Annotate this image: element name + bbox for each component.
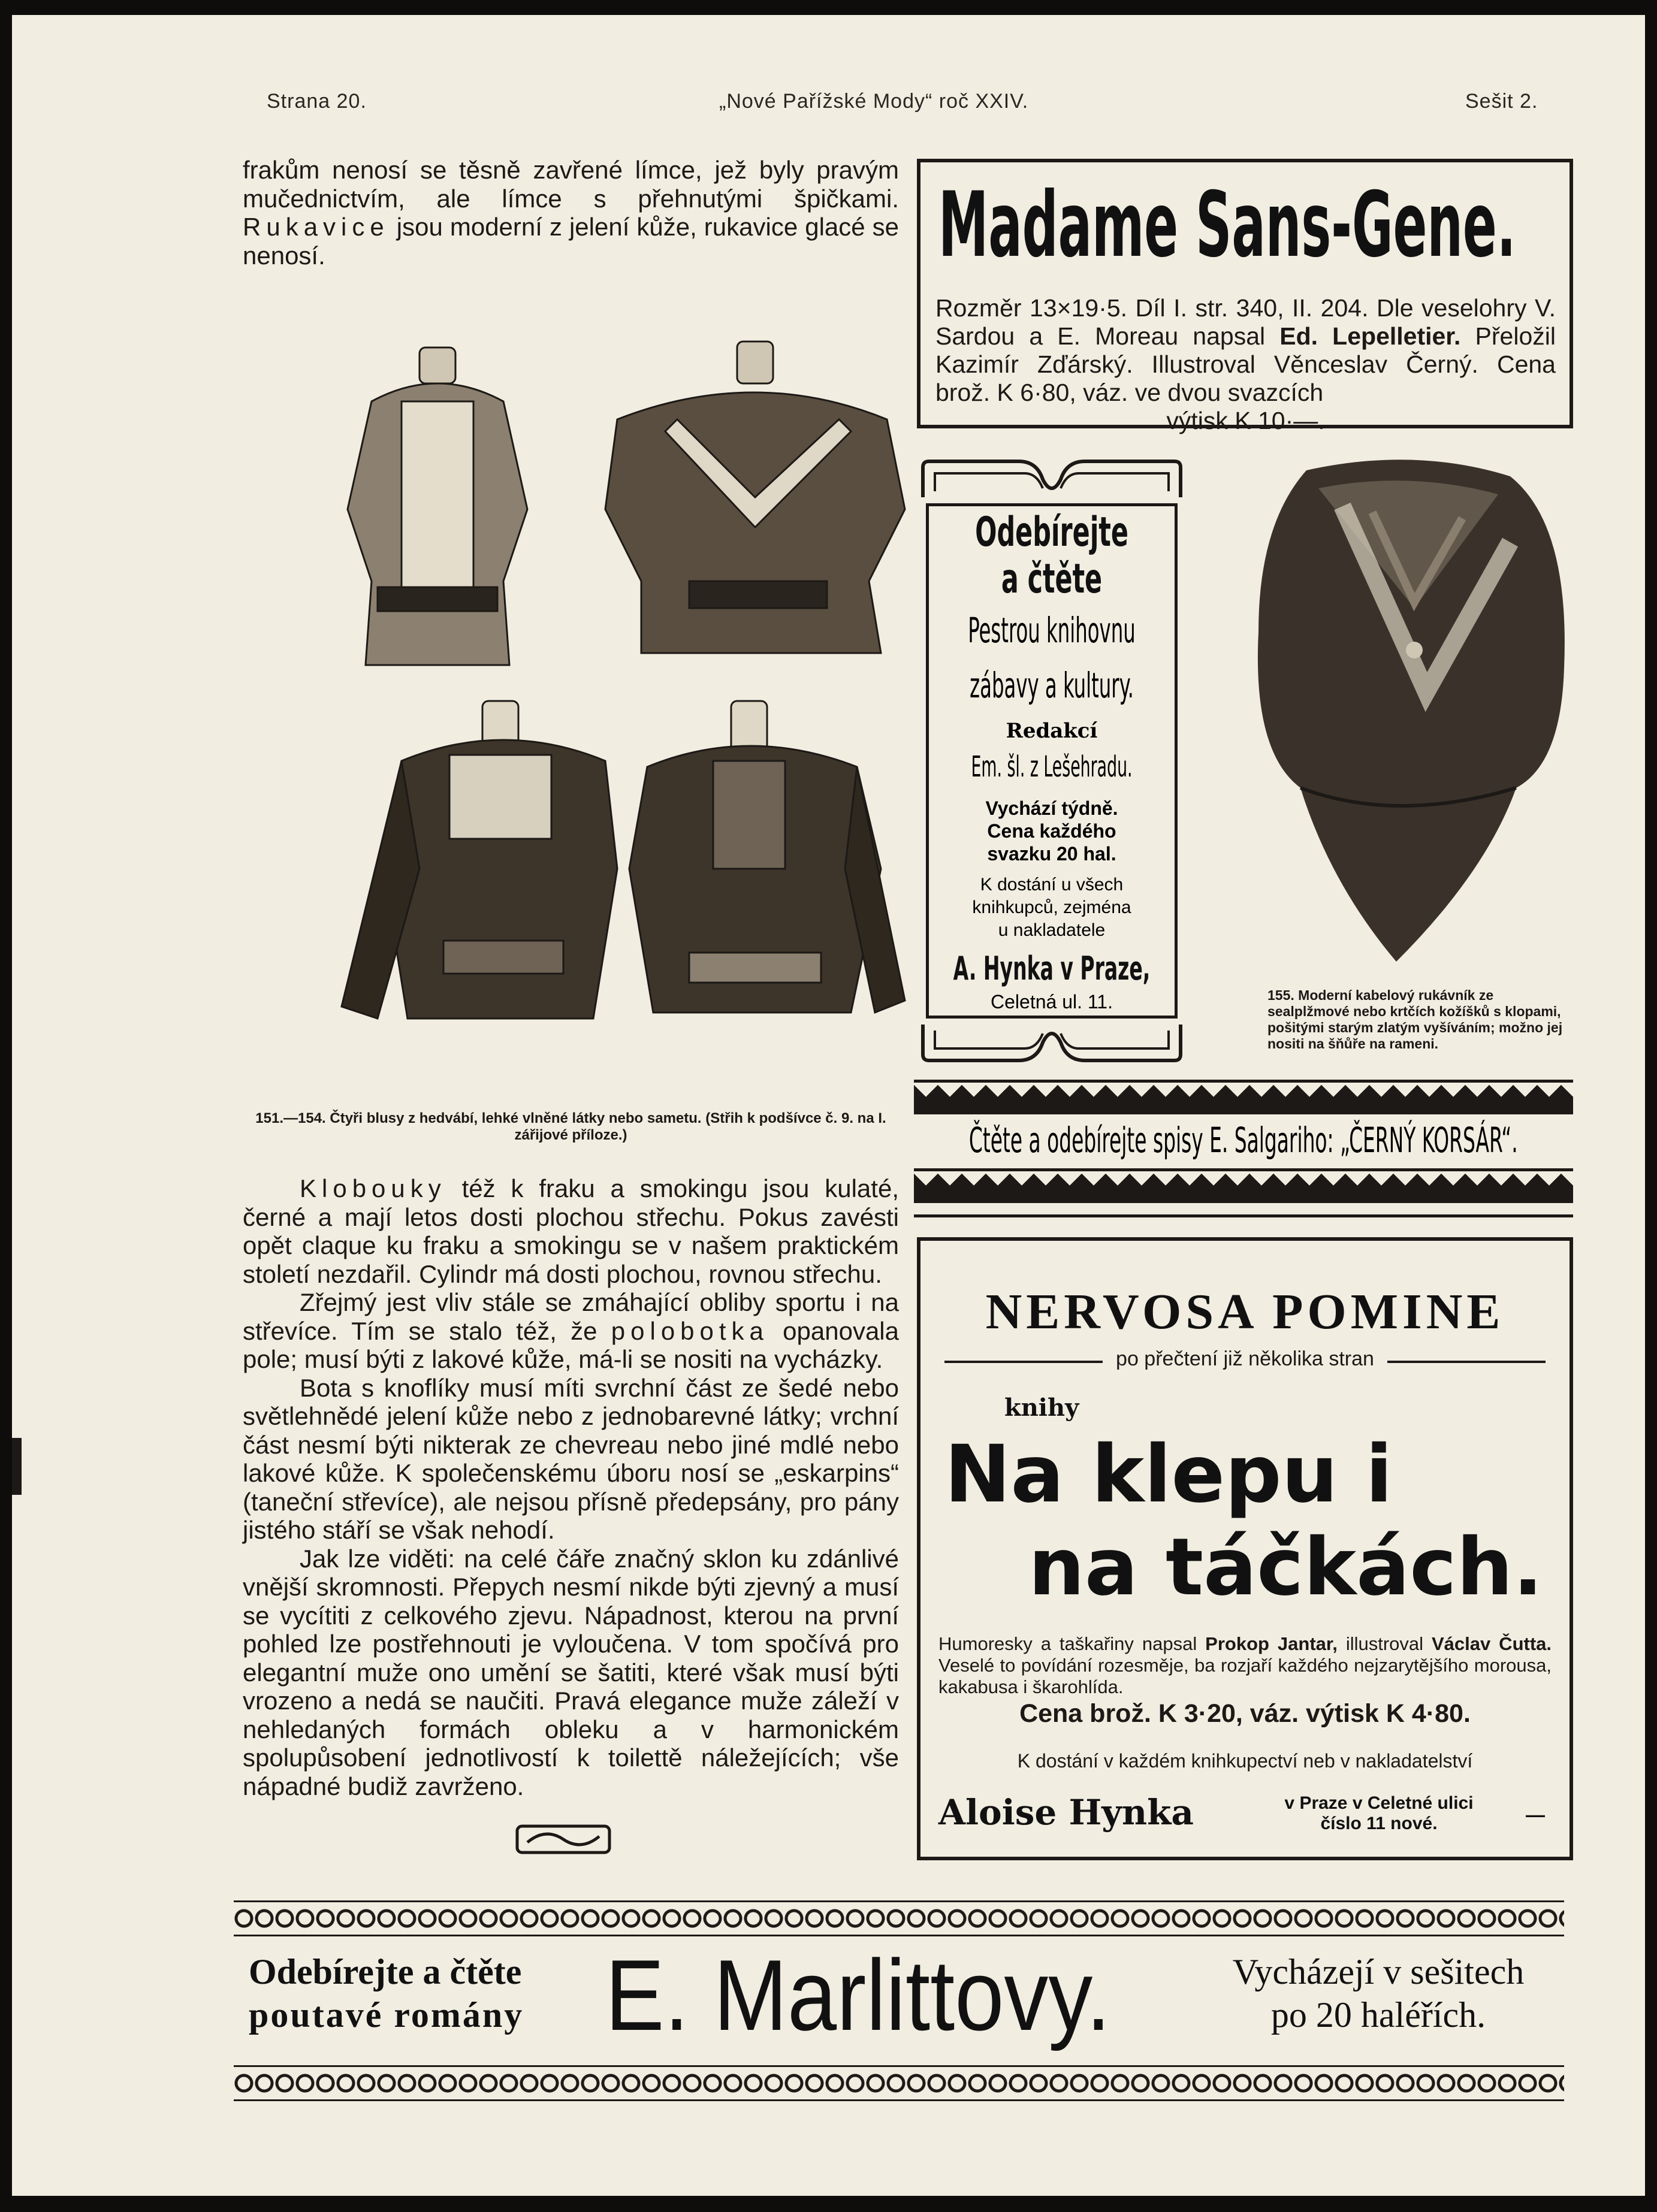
- end-ornament: [515, 1824, 611, 1854]
- intro-paragraph: frakům nenosí se těsně zavřené límce, jež byly pravým mučednictvím, ale límce s přehnutými špičkami. Rukavice jsou moderní z jelení kůže, rukavice glacé se nenosí.: [243, 156, 899, 270]
- fur-muff-caption: 155. Moderní kabelový rukávník ze sealplžmové nebo krtčích kožíšků s klopami, pošitými starým zlatým vyšíváním; možno jej nositi na šňůře na rameni.: [1267, 987, 1563, 1051]
- marlitt-bottom-border: [234, 2065, 1564, 2101]
- marlitt-left-text: Odebírejte a čtěte poutavé romány: [249, 1952, 524, 2035]
- ad-description: Rozměr 13×19·5. Díl I. str. 340, II. 204. Dle veselohry V. Sardou a E. Moreau napsal Ed. Lepelletier. Přeložil Kazimír Zďárský. Illustroval Věnceslav Černý. Cena brož. K 6·80, váz. ve dvou svazcích výtisk K 10·—.: [935, 294, 1556, 434]
- paragraph-conclusion: Jak lze viděti: na celé čáře značný sklon ku zdánlivé vnější skromnosti. Přepych nesmí nikde býti zjevný a musí se vycítiti z celkového zjevu. Nápadnost, kterou na první pohled lze postřehnouti je vyloučena. V tom spočívá pro elegantní muže ono umění se šatiti, které však musí býti vrozeno a nedá se naučiti. Pravá elegance muže záleží v nehledaných formách obleku a v harmonickém spolupůsobení jednotlivostí k toilettě náležejících; vše nápadné budiž zavrženo.: [243, 1544, 899, 1800]
- ad-pestra-knihovna: [917, 455, 1187, 1066]
- blouses-illustration: [330, 330, 911, 1072]
- paragraph-shoes: Zřejmý jest vliv stále se zmáhající obliby sportu i na střevíce. Tím se stalo též, že polobotka opanovala pole; musí býti z lakové kůže, má-li se nositi na vycházky.: [243, 1288, 899, 1373]
- ad-availability: K dostání v každém knihkupectví neb v nakladatelství: [1017, 1750, 1473, 1772]
- ad-madame-sans-gene: [917, 159, 1573, 434]
- ad-bottom-ornament: [917, 1019, 1187, 1066]
- figure-caption: 151.—154. Čtyři blusy z hedvábí, lehké vlněné látky nebo sametu. (Střih k podšívce č. 9. na I. zářijové příloze.): [255, 1110, 886, 1143]
- ad-knihy: knihy: [1004, 1394, 1079, 1422]
- ad-publisher: Aloise Hynka: [938, 1792, 1194, 1833]
- marlitt-right-text: Vycházejí v sešitech po 20 haléřích.: [1232, 1952, 1525, 2035]
- divider-rule: [914, 1214, 1573, 1217]
- ad-subtitle: po přečtení již několika stran: [1103, 1347, 1387, 1370]
- ad-frame: Odebírejte a čtěte Pestrou knihovnu zábavy a kultury. Redakcí Em. šl. z Lešehradu. Vychází týdně. Cena každého svazku 20 hal. K dostání u všech knihkupců, zejména u nakladatele A. Hynka v Praze, Celetná ul. 11.: [926, 503, 1178, 1019]
- binding-mark: [12, 1438, 22, 1495]
- article-body: [243, 1174, 899, 1800]
- ad-marlitt: [234, 1938, 1564, 2058]
- page-number: Strana 20.: [267, 90, 367, 113]
- marlitt-top-border: [234, 1900, 1564, 1936]
- ad-trailing-dash: —: [1526, 1804, 1545, 1826]
- ad-headline: NERVOSA POMINE: [985, 1284, 1505, 1340]
- paragraph-buttoned-boots: Bota s knoflíky musí míti svrchní část ze šedé nebo světlehnědé jelení kůže nebo z jednobarevné látky; vrchní část nesmí býti nikterak ze chevreau nebo jiné mdlé nebo lakové kůže. K společenskému úboru nosí se „eskarpins“ (taneční střevíce), ale nejsou přísně předepsány, pro pány jistého stáří se však nehodí.: [243, 1373, 899, 1544]
- ad-price: Cena brož. K 3·20, váz. výtisk K 4·80.: [1019, 1699, 1471, 1728]
- ad-top-ornament: [917, 455, 1187, 503]
- ad-book-title-line2: na táčkách.: [1028, 1521, 1543, 1613]
- marlitt-author: E. Marlittovy.: [605, 1939, 1111, 2051]
- ad-nervosa-pomine: [917, 1237, 1573, 1860]
- ad-publisher-address: v Praze v Celetné ulici číslo 11 nové.: [1284, 1793, 1474, 1833]
- ad-title: Madame Sans-Gene.: [938, 173, 1516, 277]
- ad-book-title-line1: Na klepu i: [944, 1428, 1393, 1521]
- issue-number: Sešit 2.: [1465, 90, 1538, 113]
- salgari-top-border: [914, 1080, 1573, 1114]
- fur-muff-illustration: [1235, 452, 1582, 980]
- magazine-page: [12, 15, 1645, 2196]
- running-title: „Nové Pařížské Mody“ roč XXIV.: [719, 90, 1029, 113]
- ad-salgari: Čtěte a odebírejte spisy E. Salgariho: „ČERNÝ KORSÁR“.: [969, 1120, 1518, 1161]
- ad-book-description: Humoresky a taškařiny napsal Prokop Jantar, illustroval Václav Čutta. Veselé to povídání rozesměje, ba rozjaří každého nejzarytějšího morousa, kakabusa i škarohlída.: [938, 1633, 1552, 1697]
- paragraph-hats: Klobouky též k fraku a smokingu jsou kulaté, černé a mají letos dosti plochou střechu. Pokus zavésti opět claque ku fraku a smokingu se v našem praktickém století nezdařil. Cylindr má dosti plochou, rovnou střechu.: [243, 1174, 899, 1288]
- salgari-bottom-border: [914, 1168, 1573, 1203]
